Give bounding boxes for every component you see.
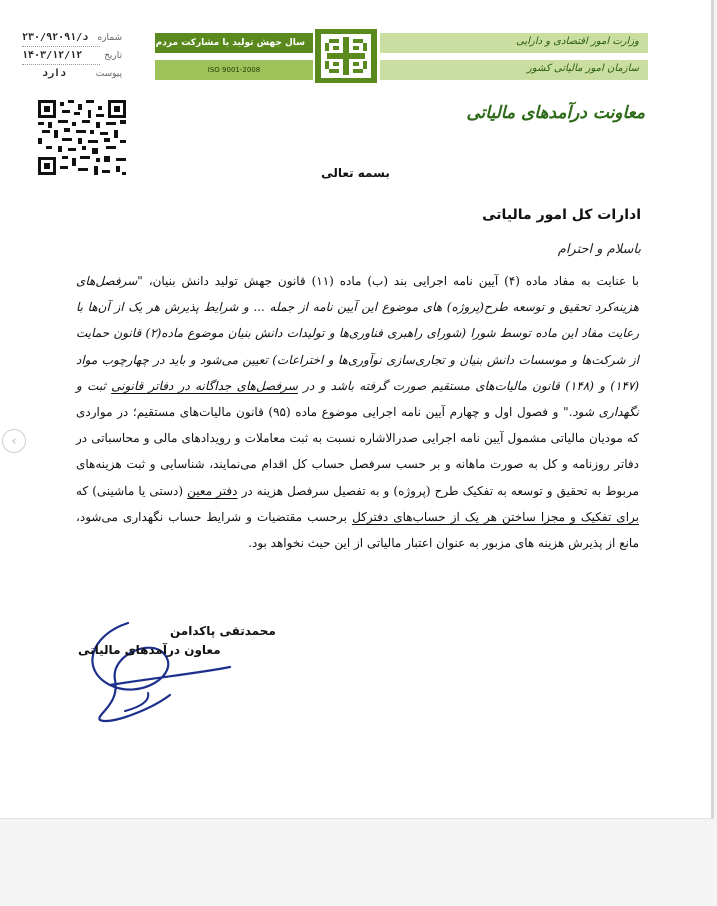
attachment-row xyxy=(22,65,122,83)
letter-number: ۲۳۰/۹۲۰۹۱/د xyxy=(22,32,89,43)
date-dotted-line xyxy=(22,64,100,65)
slogan-bar xyxy=(155,33,313,53)
iso-bar xyxy=(155,60,313,80)
deputy-office-title: معاونت درآمدهای مالیاتی xyxy=(466,103,645,123)
letter-date-label: تاریخ xyxy=(104,51,122,61)
ministry-name: وزارت امور اقتصادی و دارایی xyxy=(516,36,639,47)
letter-paragraph xyxy=(76,268,639,556)
qr-code-icon xyxy=(38,100,126,175)
body-text: و فصول اول و چهارم آیین نامه اجرایی موضوع ماده (۹۵) قانون مالیات‌های مستقیم؛ در مواردی که مودیان مالیاتی مشمول آیین نامه اجرایی صدرالاشاره نسبت به ثبت معاملات و رویدادهای مالی و محاسباتی در دفاتر روزنامه و کل به صورت ماهانه و بر حسب سرفصل حساب کل اقدام می‌نمایند، شناسایی و ثبت هزینه‌های مربوط به تحقیق و توسعه به تفکیک طرح (پروژه) و به تفصیل سرفصل هزینه در xyxy=(76,405,639,498)
previous-page-chevron-icon[interactable]: ‹ xyxy=(2,429,26,453)
signatory-name: محمدتقی پاکدامن xyxy=(170,624,276,638)
quoted-regulation-end: ثبت و نگهداری شود." xyxy=(76,378,639,420)
attachment-value: دارد xyxy=(42,68,67,79)
slogan-text: سال جهش تولید با مشارکت مردم xyxy=(155,38,305,48)
bismillah-heading: بسمه تعالی xyxy=(321,166,390,180)
recipient-heading: ادارات کل امور مالیاتی xyxy=(482,207,641,223)
greeting-handwritten: باسلام و احترام xyxy=(557,242,641,257)
underlined-ledger-separation: برای تفکیک و مجزا ساختن هر یک از حساب‌های دفترکل xyxy=(352,509,639,524)
attachment-label: پیوست xyxy=(95,69,122,79)
letter-body xyxy=(76,268,639,556)
underlined-subsidiary-ledger: دفتر معین xyxy=(187,483,238,498)
letter-metadata xyxy=(22,29,122,83)
letter-date-row xyxy=(22,47,122,65)
intro-text: با عنایت به مفاد ماده (۴) آیین نامه اجرایی بند (ب) ماده (۱۱) قانون جهش تولید دانش بنیان، xyxy=(148,274,639,288)
letter-number-row xyxy=(22,29,122,47)
body-text-ledger-type: (دستی یا ماشینی) که xyxy=(76,483,184,498)
number-dotted-line xyxy=(22,46,100,47)
signatory-title: معاون درآمدهای مالیاتی xyxy=(78,643,221,657)
letter-date: ۱۴۰۳/۱۲/۱۲ xyxy=(22,50,83,61)
organization-name: سازمان امور مالیاتی کشور xyxy=(527,63,639,74)
iso-text: ISO 9001-2008 xyxy=(207,66,261,74)
body-text-conclusion: برحسب مقتضیات و شرایط حساب نگهداری می‌شود، مانع از پذیرش هزینه های مزبور به عنوان اعتبار مالیاتی از این حیث نخواهد بود. xyxy=(76,509,639,551)
tax-organization-logo-icon xyxy=(315,29,377,83)
quoted-regulation: "سرفصل‌های هزینه‌کرد تحقیق و توسعه طرح(پروژه) های موضوع این آیین نامه از جمله ... و شرایط پذیرش هر یک از آن‌ها با رعایت مفاد این ماده توسط شورا (شورای راهبری فناوری‌ها و تولیدات دانش بنیان موضوع ماده(۲) قانون حمایت از شرکت‌ها و موسسات دانش بنیان و تجاری‌سازی نوآوری‌ها و اختراعات) تعیین می‌شود و باید در چهارچوب مواد (۱۴۷) و (۱۴۸) قانون مالیات‌های مستقیم صورت گرفته باشد و در xyxy=(76,274,640,393)
letter-number-label: شماره xyxy=(97,33,122,43)
underlined-separate-headings: سرفصل‌های جداگانه در دفاتر قانونی xyxy=(111,378,298,393)
